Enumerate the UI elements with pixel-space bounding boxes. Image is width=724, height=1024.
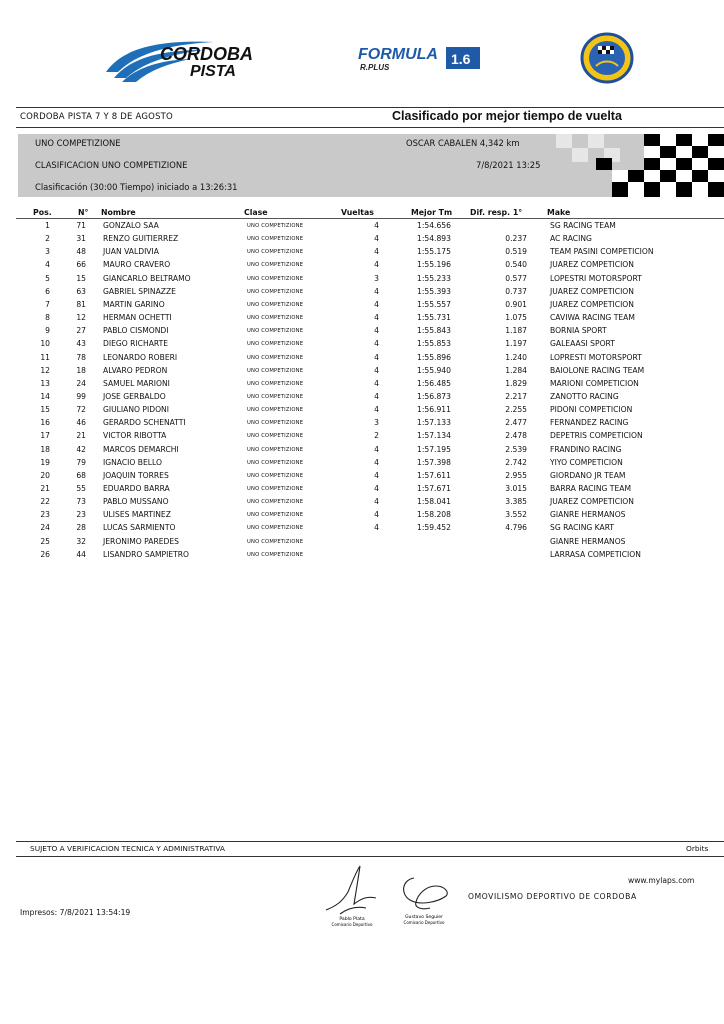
row-pos: 3 [45,247,50,257]
row-number: 66 [76,260,86,270]
row-driver-name: MARCOS DEMARCHI [103,444,179,454]
row-best-time: 1:56.485 [417,378,451,388]
row-number: 31 [76,234,86,244]
row-pos: 12 [40,365,50,375]
row-team: AC RACING [550,234,592,244]
row-pos: 15 [40,405,50,415]
row-driver-name: GIANCARLO BELTRAMO [103,273,191,283]
row-pos: 1 [45,221,50,230]
row-laps: 4 [374,234,379,244]
pista-logo-text: PISTA [190,63,236,80]
table-row [0,247,724,260]
row-pos: 18 [40,444,50,454]
row-driver-name: JOSE GERBALDO [103,391,166,401]
row-number: 79 [76,457,86,467]
row-best-time: 1:55.843 [417,326,451,336]
track-name: OSCAR CABALEN 4,342 km [406,138,520,148]
row-number: 27 [76,326,86,336]
row-class: UNO COMPETIZIONE [247,512,304,519]
row-driver-name: GERARDO SCHENATTI [103,418,186,428]
row-driver-name: PABLO MUSSANO [103,497,169,507]
row-gap: 1.240 [505,352,527,362]
federation-name: OMOVILISMO DEPORTIVO DE CORDOBA [468,892,637,901]
row-laps: 4 [374,497,379,507]
row-class: UNO COMPETIZIONE [247,275,304,282]
row-pos: 14 [40,391,50,401]
col-header-best: Mejor Tm [411,208,453,217]
row-gap: 0.540 [505,260,527,270]
row-laps: 4 [374,365,379,375]
col-header-pos: Pos. [33,208,52,217]
row-team: JUAREZ COMPETICION [550,299,634,309]
row-class: UNO COMPETIZIONE [247,525,304,532]
row-gap: 0.519 [505,247,527,257]
row-class: UNO COMPETIZIONE [247,301,304,308]
row-number: 28 [76,523,86,533]
row-best-time: 1:57.671 [417,484,451,493]
table-row [0,392,724,405]
row-pos: 23 [40,510,50,520]
row-number: 72 [76,405,86,415]
row-gap: 3.015 [505,484,527,493]
row-laps: 3 [374,418,379,428]
row-gap: 1.197 [505,339,527,349]
signature-2 [396,872,452,928]
row-best-time: 1:54.893 [417,234,451,244]
mylaps-link[interactable]: www.mylaps.com [628,876,695,885]
row-best-time: 1:55.896 [417,352,451,362]
orbits-label: Orbits [686,844,709,853]
row-class: UNO COMPETIZIONE [247,262,304,269]
row-team: BORNIA SPORT [550,326,607,336]
row-pos: 22 [40,497,50,507]
row-class: UNO COMPETIZIONE [247,486,304,492]
row-class: UNO COMPETIZIONE [247,538,304,545]
rplus-logo-text: R.PLUS [360,63,390,72]
row-best-time: 1:55.196 [417,260,451,270]
session-category: UNO COMPETIZIONE [35,138,121,148]
row-number: 44 [76,549,86,559]
row-class: UNO COMPETIZIONE [247,354,304,361]
row-best-time: 1:59.452 [417,523,451,533]
row-driver-name: HERMAN OCHETTI [103,313,172,323]
row-driver-name: LISANDRO SAMPIETRO [103,549,190,559]
row-class: UNO COMPETIZIONE [247,499,304,506]
formula-logo-text: FORMULA [358,46,438,63]
row-driver-name: LUCAS SARMIENTO [103,523,176,533]
row-pos: 9 [45,326,50,336]
row-team: JUAREZ COMPETICION [550,497,634,507]
row-gap: 0.901 [505,299,527,309]
row-team: DEPETRIS COMPETICION [550,431,643,441]
row-best-time: 1:54.656 [417,221,451,230]
row-laps: 4 [374,221,379,230]
row-number: 73 [76,497,86,507]
session-datetime: 7/8/2021 13:25 [476,160,541,170]
row-pos: 24 [40,523,50,533]
row-gap: 2.539 [505,444,527,454]
header-top-rule [16,107,724,108]
row-driver-name: ULISES MARTINEZ [103,510,171,520]
row-number: 48 [76,247,86,257]
row-gap: 2.255 [505,405,527,415]
row-best-time: 1:57.195 [417,444,451,454]
col-header-diff: Dif. resp. 1° [470,208,523,217]
row-class: UNO COMPETIZIONE [247,380,304,387]
session-subtitle: Clasificación (30:00 Tiempo) iniciado a 13:26:31 [35,182,238,192]
col-header-laps: Vueltas [341,208,374,217]
row-gap: 0.237 [505,234,527,244]
row-gap: 2.477 [505,418,527,428]
row-driver-name: GABRIEL SPINAZZE [103,286,176,296]
row-laps: 4 [374,299,379,309]
row-best-time: 1:56.911 [417,405,451,415]
row-team: YIYO COMPETICION [550,457,623,467]
row-laps: 4 [374,510,379,520]
row-best-time: 1:56.873 [417,391,451,401]
table-row [0,523,724,536]
classification-title: CLASIFICACION UNO COMPETIZIONE [35,160,188,170]
row-class: UNO COMPETIZIONE [247,223,304,229]
row-pos: 8 [45,313,50,323]
row-number: 23 [76,510,86,520]
checkered-flag-icon [548,134,724,197]
row-number: 68 [76,470,86,480]
row-pos: 21 [40,484,50,493]
row-driver-name: RENZO GUITIERREZ [103,234,179,244]
version-logo-text: 1.6 [451,51,471,67]
table-row [0,353,724,366]
row-number: 46 [76,418,86,428]
row-team: ZANOTTO RACING [550,391,619,401]
table-row [0,497,724,510]
row-driver-name: JOAQUIN TORRES [103,470,169,480]
row-number: 21 [76,431,86,441]
row-pos: 20 [40,470,50,480]
row-class: UNO COMPETIZIONE [247,341,304,348]
row-team: SG RACING TEAM [550,221,616,230]
row-best-time: 1:55.175 [417,247,451,257]
row-team: GALEAASI SPORT [550,339,615,349]
row-driver-name: SAMUEL MARIONI [103,378,170,388]
row-laps: 4 [374,457,379,467]
row-laps: 4 [374,470,379,480]
table-row [0,510,724,523]
formula-rplus-logo [356,44,482,74]
row-best-time: 1:55.940 [417,365,451,375]
row-gap: 3.385 [505,497,527,507]
row-gap: 2.478 [505,431,527,441]
row-number: 43 [76,339,86,349]
row-best-time: 1:55.853 [417,339,451,349]
row-laps: 4 [374,523,379,533]
row-team: LOPESTRI MOTORSPORT [550,273,642,283]
row-pos: 4 [45,260,50,270]
col-header-class: Clase [244,208,268,217]
row-laps: 4 [374,352,379,362]
signature-2-caption: Gustavo Seguier [404,915,444,920]
table-row [0,405,724,418]
row-class: UNO COMPETIZIONE [247,407,304,414]
row-pos: 10 [40,339,50,349]
col-header-make: Make [547,208,571,217]
row-gap: 2.742 [505,457,527,467]
row-class: UNO COMPETIZIONE [247,551,304,558]
row-pos: 6 [45,286,50,296]
row-driver-name: PABLO CISMONDI [103,326,169,336]
row-number: 12 [76,313,86,323]
row-gap: 1.284 [505,365,527,375]
row-number: 18 [76,365,86,375]
row-gap: 2.955 [505,470,527,480]
row-team: BAIOLONE RACING TEAM [550,365,645,375]
row-pos: 17 [40,431,50,441]
row-pos: 25 [40,536,50,546]
row-best-time: 1:58.208 [417,510,451,520]
row-pos: 16 [40,418,50,428]
row-laps: 4 [374,391,379,401]
table-row [0,471,724,484]
row-number: 78 [76,352,86,362]
row-team: CAVIWA RACING TEAM [550,313,635,323]
row-laps: 4 [374,260,379,270]
column-header-rule [16,218,724,219]
cordoba-pista-logo [104,38,264,82]
row-gap: 1.075 [505,313,527,323]
header-bottom-rule [16,127,724,128]
table-row [0,366,724,379]
table-row [0,339,724,352]
row-driver-name: DIEGO RICHARTE [103,339,169,349]
row-class: UNO COMPETIZIONE [247,328,304,335]
row-team: PIDONI COMPETICION [550,405,633,415]
row-best-time: 1:55.233 [417,273,451,283]
row-class: UNO COMPETIZIONE [247,433,304,440]
table-row [0,260,724,273]
row-driver-name: MARTIN GARINO [103,299,165,309]
row-team: SG RACING KART [550,523,615,533]
session-info-box [18,134,724,197]
row-driver-name: JERONIMO PAREDES [103,536,179,546]
table-row [0,300,724,313]
verification-note: SUJETO A VERIFICACION TECNICA Y ADMINISTRATIVA [30,844,225,853]
row-team: FRANDINO RACING [550,444,622,454]
table-row [0,221,724,234]
row-class: UNO COMPETIZIONE [247,315,304,322]
row-number: 99 [76,391,86,401]
row-driver-name: JUAN VALDIVIA [103,247,159,257]
row-laps: 4 [374,326,379,336]
cordoba-logo-text: CORDOBA [160,44,253,64]
table-row [0,484,724,497]
row-gap: 2.217 [505,391,527,401]
row-team: LOPRESTI MOTORSPORT [550,352,642,362]
row-driver-name: ALVARO PEDRON [103,365,168,375]
row-team: JUAREZ COMPETICION [550,286,634,296]
row-number: 24 [76,378,86,388]
row-team: TEAM PASINI COMPETICION [550,247,654,257]
row-laps: 4 [374,378,379,388]
row-class: UNO COMPETIZIONE [247,288,304,295]
table-row [0,431,724,444]
row-number: 81 [76,299,86,309]
row-number: 15 [76,273,86,283]
col-header-num: N° [78,208,89,217]
row-gap: 0.737 [505,286,527,296]
row-team: FERNANDEZ RACING [550,418,629,428]
table-row [0,326,724,339]
printed-timestamp: Impresos: 7/8/2021 13:54:19 [20,908,131,917]
signature-2-role: Comisario Deportivo [403,920,445,925]
row-best-time: 1:55.393 [417,286,451,296]
row-gap: 3.552 [505,510,527,520]
row-best-time: 1:57.134 [417,431,451,441]
row-laps: 4 [374,339,379,349]
row-team: LARRASA COMPETICION [550,549,641,559]
row-pos: 13 [40,378,50,388]
table-row [0,537,724,550]
row-pos: 11 [40,352,50,362]
row-team: BARRA RACING TEAM [550,484,631,493]
row-class: UNO COMPETIZIONE [247,446,304,453]
row-driver-name: LEONARDO ROBERI [103,352,178,362]
row-team: JUAREZ COMPETICION [550,260,634,270]
row-laps: 4 [374,286,379,296]
row-best-time: 1:57.133 [417,418,451,428]
row-pos: 2 [45,234,50,244]
row-best-time: 1:55.731 [417,313,451,323]
row-class: UNO COMPETIZIONE [247,393,304,400]
row-team: GIANRE HERMANOS [550,510,626,520]
row-laps: 4 [374,405,379,415]
row-laps: 4 [374,484,379,493]
row-team: GIANRE HERMANOS [550,536,626,546]
row-laps: 4 [374,247,379,257]
table-row [0,274,724,287]
row-driver-name: GIULIANO PIDONI [103,405,169,415]
row-best-time: 1:58.041 [417,497,451,507]
table-row [0,379,724,392]
row-number: 63 [76,286,86,296]
row-pos: 19 [40,457,50,467]
row-class: UNO COMPETIZIONE [247,236,304,243]
row-laps: 3 [374,273,379,283]
row-best-time: 1:55.557 [417,299,451,309]
row-laps: 4 [374,444,379,454]
row-gap: 0.577 [505,273,527,283]
table-row [0,234,724,247]
row-laps: 4 [374,313,379,323]
row-team: GIORDANO JR TEAM [550,470,626,480]
row-number: 42 [76,444,86,454]
row-class: UNO COMPETIZIONE [247,420,304,427]
table-row [0,550,724,563]
row-driver-name: MAURO CRAVERO [103,260,171,270]
col-header-name: Nombre [101,208,136,217]
row-driver-name: GONZALO SAA [103,221,159,230]
row-driver-name: EDUARDO BARRA [103,484,170,493]
row-driver-name: VICTOR RIBOTTA [103,431,167,441]
row-gap: 1.829 [505,378,527,388]
table-row [0,287,724,300]
club-emblem-logo [580,32,634,84]
signature-1-caption: Pablo Plata [339,917,365,922]
table-row [0,418,724,431]
row-gap: 1.187 [505,326,527,336]
table-row [0,313,724,326]
row-team: MARIONI COMPETICION [550,378,639,388]
row-number: 55 [76,484,86,493]
row-class: UNO COMPETIZIONE [247,367,304,374]
report-title: Clasificado por mejor tiempo de vuelta [392,109,622,123]
row-number: 32 [76,536,86,546]
row-driver-name: IGNACIO BELLO [103,457,162,467]
row-pos: 7 [45,299,50,309]
table-row [0,458,724,471]
signature-1 [322,862,382,928]
row-class: UNO COMPETIZIONE [247,459,304,466]
row-pos: 5 [45,273,50,283]
event-title: CORDOBA PISTA 7 Y 8 DE AGOSTO [20,112,173,122]
row-gap: 4.796 [505,523,527,533]
row-best-time: 1:57.398 [417,457,451,467]
signature-1-role: Comisario Deportivo [331,922,373,927]
row-laps: 2 [374,431,379,441]
row-number: 71 [76,221,86,230]
table-row [0,445,724,458]
row-class: UNO COMPETIZIONE [247,472,304,479]
row-pos: 26 [40,549,50,559]
row-class: UNO COMPETIZIONE [247,249,304,256]
row-best-time: 1:57.611 [417,470,451,480]
